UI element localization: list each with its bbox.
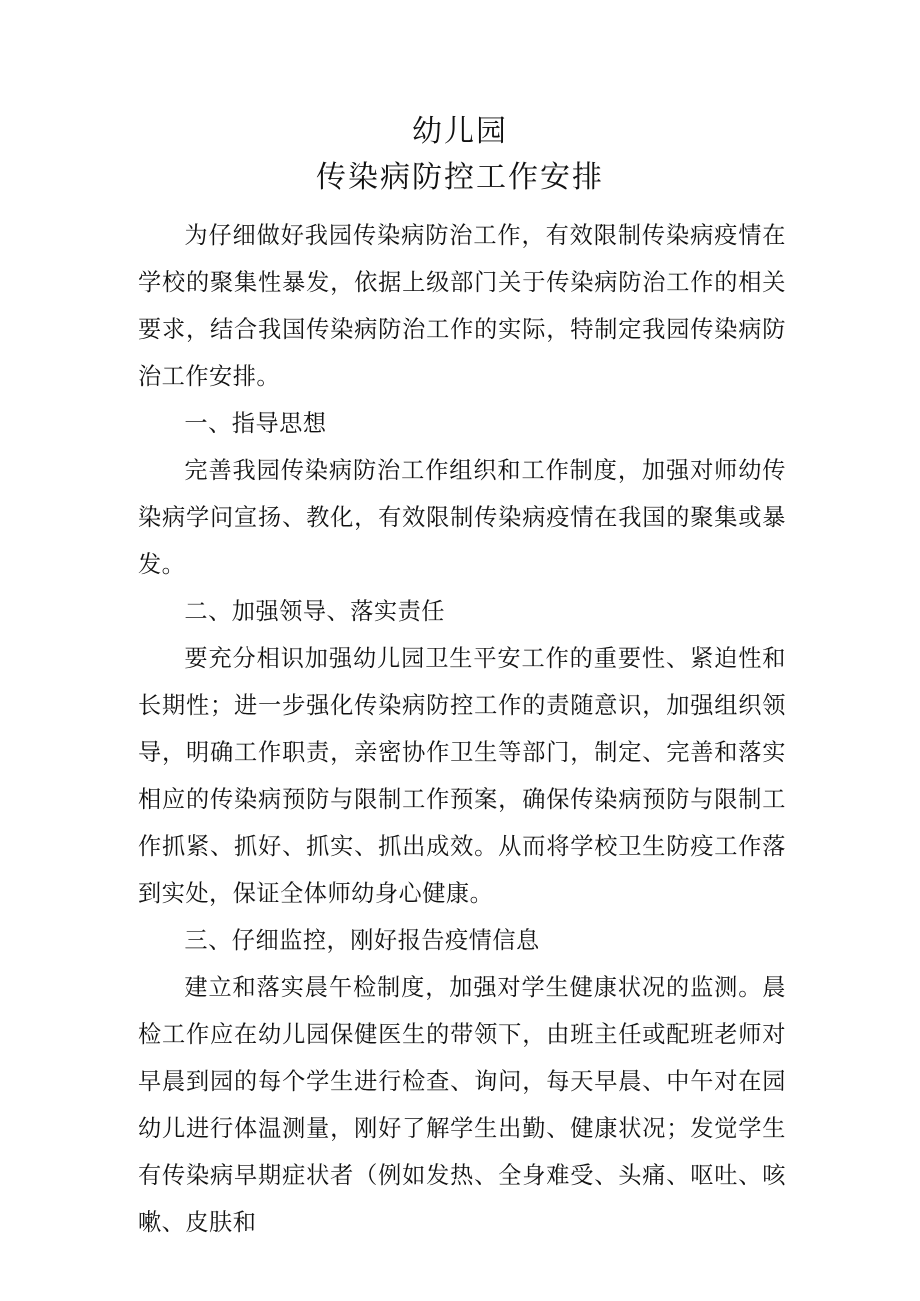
paragraph-section-3: 建立和落实晨午检制度，加强对学生健康状况的监测。晨检工作应在幼儿园保健医生的带领下，由班主任或配班老师对早晨到园的每个学生进行检查、询问，每天早晨、中午对在园幼儿进行体温测量，刚好了解学生出勤、健康状况；发觉学生有传染病早期症状者（例如发热、全身难受、头痛、呕吐、咳嗽、皮肤和 [138,974,786,1236]
section-heading-1: 一、指导思想 [184,410,327,437]
paragraph-section-1: 完善我园传染病防治工作组织和工作制度，加强对师幼传染病学问宣扬、教化，有效限制传染病疫情在我国的聚集或暴发。 [138,457,786,578]
document-body [138,212,786,1246]
section-heading-3: 三、仔细监控，刚好报告疫情信息 [184,927,540,954]
section-heading-2: 二、加强领导、落实责任 [184,598,445,625]
document-title-line2: 传染病防控工作安排 [316,160,604,195]
document-title-line1: 幼儿园 [412,114,508,149]
paragraph-section-2: 要充分相识加强幼儿园卫生平安工作的重要性、紧迫性和长期性；进一步强化传染病防控工作的责随意识，加强组织领导，明确工作职责，亲密协作卫生等部门，制定、完善和落实相应的传染病预防与限制工作预案，确保传染病预防与限制工作抓紧、抓好、抓实、抓出成效。从而将学校卫生防疫工作落到实处，保证全体师幼身心健康。 [138,645,786,907]
paragraph-intro: 为仔细做好我园传染病防治工作，有效限制传染病疫情在学校的聚集性暴发，依据上级部门关于传染病防治工作的相关要求，结合我国传染病防治工作的实际，特制定我园传染病防治工作安排。 [138,222,786,390]
